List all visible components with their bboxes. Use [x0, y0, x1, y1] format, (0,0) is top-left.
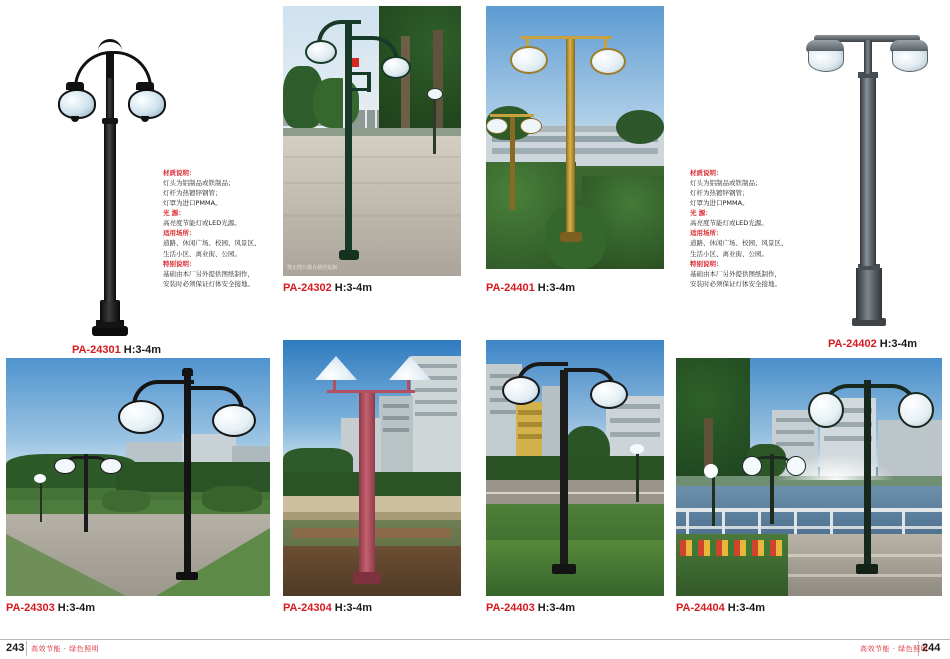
page-number-left: 243 — [6, 642, 25, 654]
caption-pa24401: PA-24401 H:3-4m — [486, 282, 576, 294]
page-number-right: 244 — [922, 642, 941, 654]
caption-pa24303: PA-24303 H:3-4m — [6, 602, 96, 614]
caption-pa24402: PA-24402 H:3-4m — [828, 338, 918, 350]
page-footer — [0, 639, 950, 659]
photo-pa24403 — [486, 340, 664, 596]
spec-right: 材质说明： 灯头为铝制品或铁制品； 灯杆为热镀锌钢管； 灯罩为进口PMMA。 光 源： 高亮度节能灯或LED光源。 适用场所： 道路、休闲广场、校园、风景区、 生活小区、离业街、公园。 特别说明： 基础由本厂另外提供图纸制作， 安装时必须保证灯体安全接地。 — [690, 169, 788, 288]
footer-brand-right: 高效节能 · 绿色照明 — [860, 645, 929, 653]
caption-pa24403: PA-24403 H:3-4m — [486, 602, 576, 614]
caption-pa24304: PA-24304 H:3-4m — [283, 602, 373, 614]
spec-left: 材质说明： 灯头为铝制品或铁制品； 灯杆为热镀锌钢管； 灯罩为进口PMMA。 光 源： 高亮度节能灯或LED光源。 适用场所： 道路、休闲广场、校园、风景区、 生活小区、离业街、公园。 特别说明： 基础由本厂另外提供图纸制作， 安装时必须保证灯体安全接地。 — [163, 169, 261, 288]
footer-rule — [0, 639, 950, 640]
photo-watermark: 禁止图片擅自使用复制 — [287, 265, 338, 271]
footer-divider-left — [26, 641, 27, 656]
caption-pa24404: PA-24404 H:3-4m — [676, 602, 766, 614]
footer-brand-left: 高效节能 · 绿色照明 — [31, 645, 100, 653]
photo-pa24404 — [676, 358, 942, 596]
photo-pa24304 — [283, 340, 461, 596]
photo-pa24302 — [283, 6, 461, 276]
photo-pa24303 — [6, 358, 270, 596]
product-render-pa24402 — [790, 6, 940, 326]
caption-pa24301: PA-24301 H:3-4m — [72, 344, 162, 356]
photo-pa24401 — [486, 6, 664, 269]
caption-pa24302: PA-24302 H:3-4m — [283, 282, 373, 294]
